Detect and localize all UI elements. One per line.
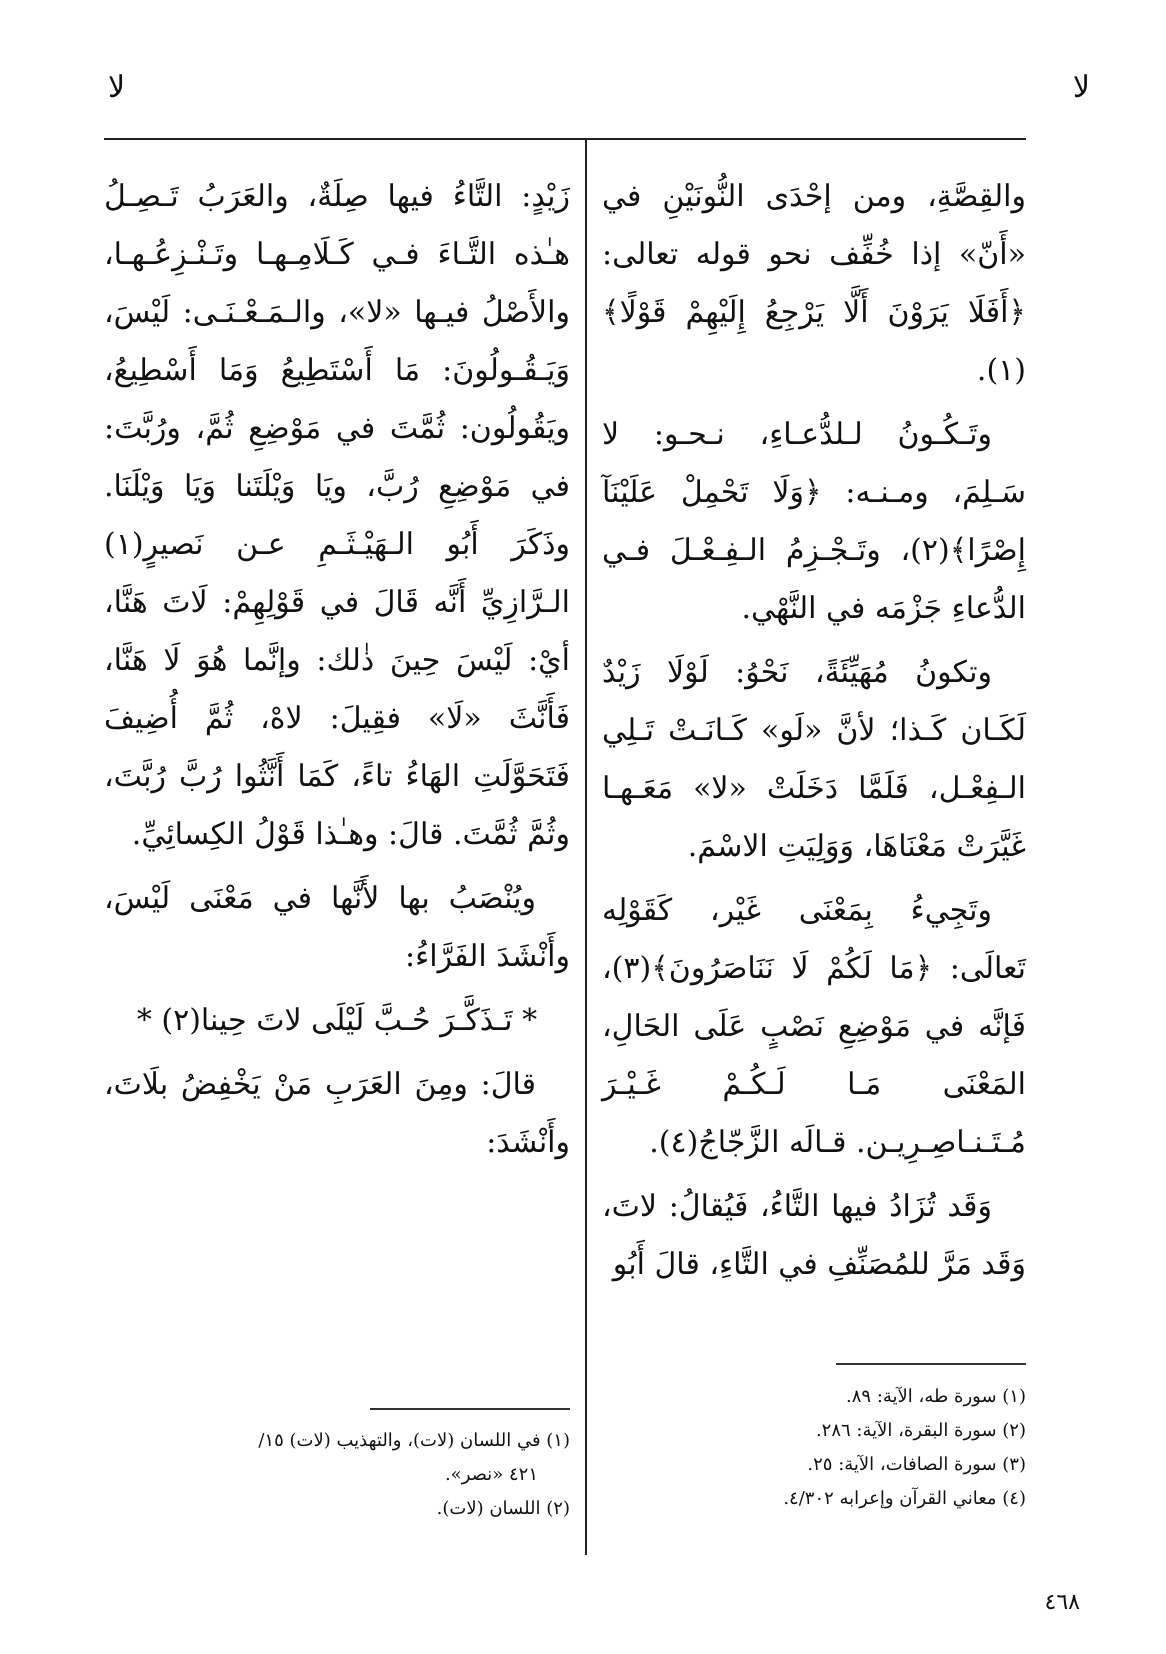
footnote: (٢) اللسان (لات). — [436, 1498, 570, 1519]
verse-line: * تَـذَكَّـرَ حُـبَّ لَيْلَى لاتَ حِينا(٢) * — [136, 1003, 538, 1038]
footnote-rule-right — [836, 1363, 1026, 1365]
left-column — [104, 168, 570, 1172]
header-rule — [104, 138, 1026, 140]
paragraph: زَيْدٍ: التَّاءُ فيها صِلَةٌ، والعَرَبُ تَـصِـلُ هـٰذه التَّـاءَ فـي كَـلَامِـهـا وتَـنْـزِعُـهـا، والأَصْلُ فيـها «لا»، والـمَـعْـنَـى: لَيْسَ، وَيَـقُـولُونَ: مَا أَسْتَطِيعُ وَمَا أَسْطِيعُ، ويَقُولُون: ثُمَّتَ في مَوْضِعِ ثُمَّ، ورُبَّتَ: في مَوْضِعِ رُبَّ، ويَا وَيْلَتَنا وَيَا وَيْلَنَا. وذَكَرَ أَبُو الـهَيْـثَـمِ عـن نَصيرٍ(١) الـرَّازِيِّ أَنَّه قَالَ في قَوْلِهِمْ: لَاتَ هَنَّا، أيْ: لَيْسَ حِينَ ذٰلك: وإنَّما هُوَ لَا هَنَّا، فَأَنَّثَ «لَا» فقِيلَ: لاهْ، ثُمَّ أُضِيفَ فَتَحَوَّلَتِ الهَاءُ تاءً، كَمَا أَنَّثُوا رُبَّ رُبَّتَ، وثُمَّ ثُمَّتَ. قالَ: وهـٰذا قَوْلُ الكِسائِيِّ. — [104, 179, 570, 852]
footnote-rule-left — [370, 1408, 570, 1410]
paragraph: وتَجِيءُ بِمَعْنَى غَيْر، كَقَوْلِه تَعالَى: ﴿مَا لَكُمْ لَا نَنَاصَرُونَ﴾(٣)، فَإنَّه في مَوْضِعِ نَصْبٍ عَلَى الحَالِ، المَعْنَى مَـا لَـكُـمْ غَـيْـرَ مُـتَـنـاصِـرِيـن. قـالَه الزَّجّاجُ(٤). — [602, 893, 1026, 1160]
footnote: (١) في اللسان (لات)، والتهذيب (لات) ١٥/ — [258, 1430, 570, 1451]
paragraph: والقِصَّةِ، ومن إحْدَى النُّونَيْنِ في «أَنّ» إذا خُفِّف نحو قوله تعالى: ﴿أَفَلَا يَرَوْنَ أَلَّا يَرْجِعُ إِلَيْهِمْ قَوْلًا﴾(١). — [602, 179, 1026, 388]
running-head-left: لا — [108, 70, 126, 105]
paragraph: وتَـكُـونُ لـلدُّعـاءِ، نـحـو: لا سَـلِمَ، ومـنـه: ﴿وَلَا تَحْمِلْ عَلَيْنَآ إِصْرًا﴾(٢)، وتَـجْـزِمُ الـفِـعْـلَ فـي الدُّعاءِ جَزْمَه في النَّهْي. — [602, 417, 1026, 626]
footnote-continuation: ٤٢١ «نصر». — [444, 1464, 538, 1485]
footnotes-left — [104, 1424, 570, 1526]
footnote: (٣) سورة الصافات، الآية: ٢٥. — [807, 1454, 1026, 1475]
right-column — [602, 168, 1026, 1294]
footnote: (٢) سورة البقرة، الآية: ٢٨٦. — [815, 1420, 1026, 1441]
column-divider — [585, 140, 587, 1555]
page-number: ٤٦٨ — [1044, 1590, 1080, 1615]
paragraph: وَقَد تُزَادُ فيها التَّاءُ، فَيُقالُ: لاتَ، وَقَد مَرَّ للمُصَنِّفِ في التَّاءِ، قالَ أَبُو — [602, 1189, 1026, 1282]
footnote: (١) سورة طه، الآية: ٨٩. — [846, 1386, 1026, 1407]
paragraph: قالَ: ومِنَ العَرَبِ مَنْ يَخْفِضُ بلَاتَ، وأَنْشَدَ: — [104, 1067, 570, 1160]
paragraph: وتكونُ مُهَيِّئَةً، نَحْوُ: لَوْلَا زَيْدٌ لَكَـان كَـذا؛ لأنَّ «لَو» كَـانَـتْ تَـلِي الـفِعْـل، فَلَمَّا دَخَلَتْ «لا» مَعَـهـا غَيَّرَتْ مَعْنَاهَا، وَوَلِيَتِ الاسْمَ. — [602, 655, 1026, 864]
footnote: (٤) معاني القرآن وإعرابه ٤/٣٠٢. — [783, 1488, 1026, 1509]
footnotes-right — [620, 1380, 1026, 1516]
running-head-right: لا — [1072, 70, 1090, 105]
paragraph: ويُنْصَبُ بها لأَنَّها في مَعْنَى لَيْسَ، وأَنْشَدَ الفَرَّاءُ: — [104, 881, 570, 974]
